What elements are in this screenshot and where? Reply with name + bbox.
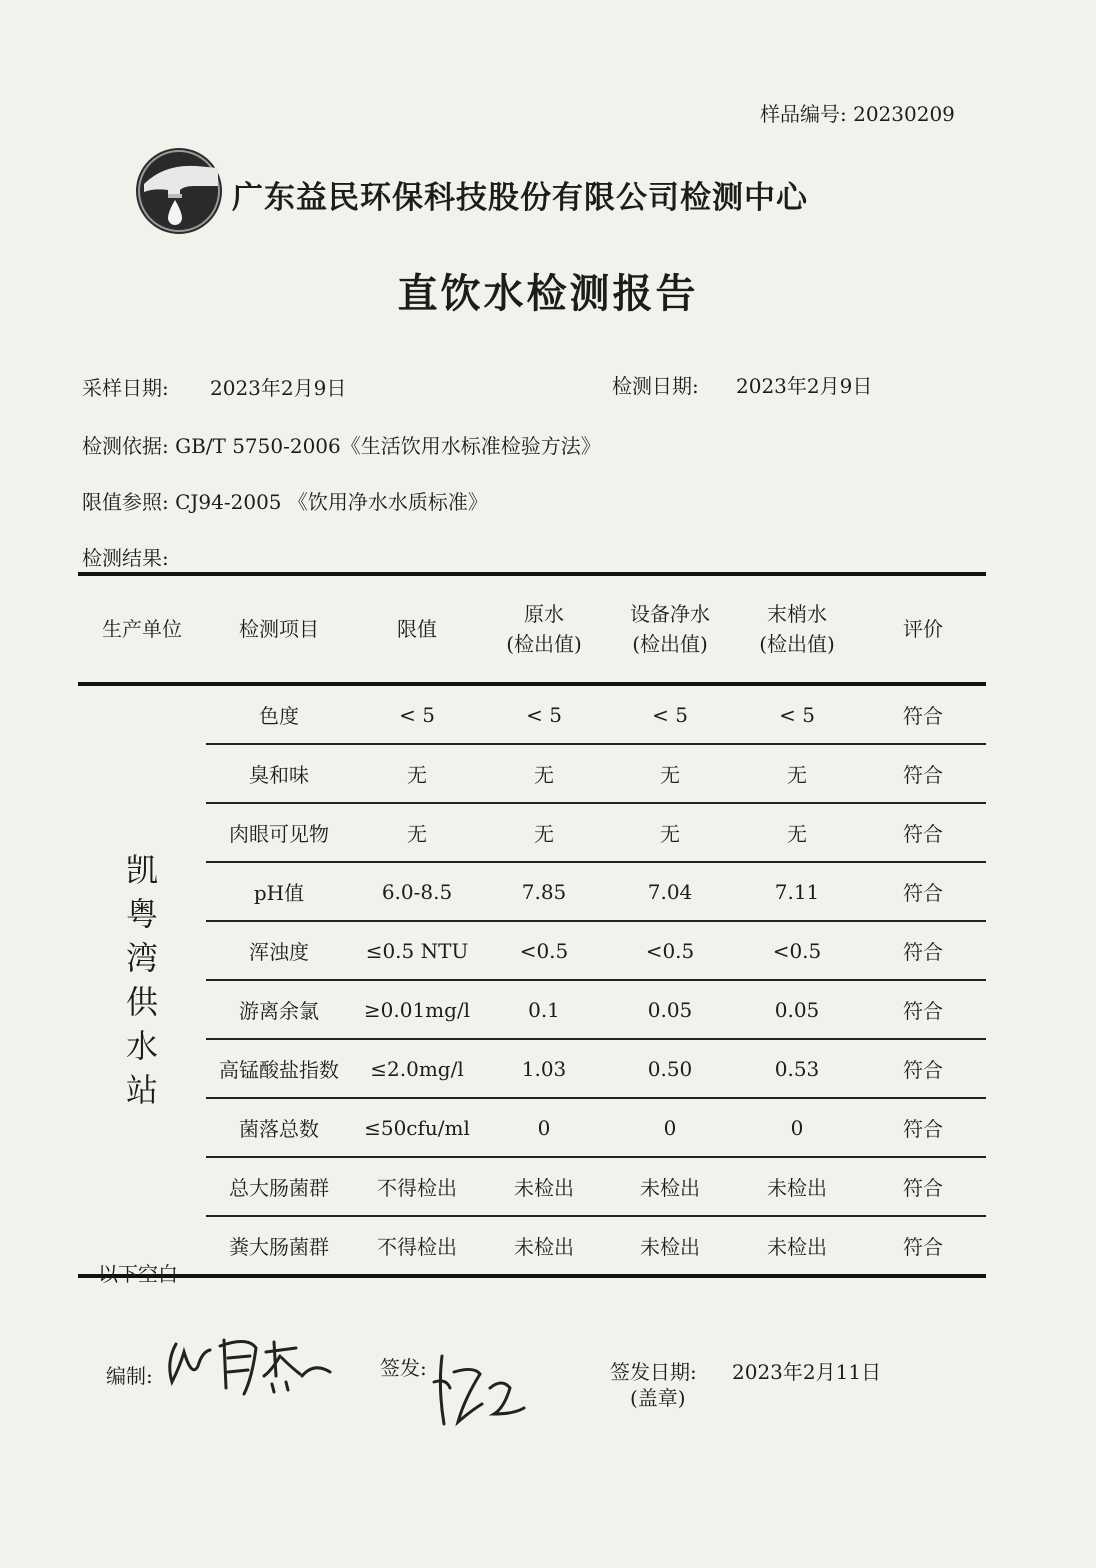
- device-cell: 0: [606, 1098, 734, 1157]
- company-name: 广东益民环保科技股份有限公司检测中心: [232, 180, 808, 216]
- raw-cell: <0.5: [482, 921, 606, 980]
- device-cell: 无: [606, 803, 734, 862]
- table-row: [78, 980, 986, 1039]
- eval-cell: 符合: [860, 980, 986, 1039]
- header-end: [734, 574, 860, 684]
- item-cell: pH值: [206, 862, 352, 921]
- eval-cell: 符合: [860, 862, 986, 921]
- water-faucet-drop-logo-icon: [134, 146, 224, 236]
- eval-cell: 符合: [860, 803, 986, 862]
- limit-reference: 限值参照: CJ94-2005 《饮用净水水质标准》: [82, 490, 488, 514]
- results-table: [78, 572, 986, 1278]
- eval-cell: 符合: [860, 1098, 986, 1157]
- end-cell: < 5: [734, 684, 860, 744]
- raw-cell: 无: [482, 803, 606, 862]
- testing-basis: 检测依据: GB/T 5750-2006《生活饮用水标准检验方法》: [82, 434, 601, 458]
- sampling-date-label: 采样日期:: [82, 376, 169, 400]
- end-cell: 7.11: [734, 862, 860, 921]
- table-row: [78, 684, 986, 744]
- raw-cell: 0.1: [482, 980, 606, 1039]
- limit-cell: ≤50cfu/ml: [352, 1098, 482, 1157]
- table-row: [78, 1098, 986, 1157]
- end-cell: 无: [734, 803, 860, 862]
- issue-date-value: 2023年2月11日: [732, 1360, 882, 1384]
- sample-number: 样品编号: 20230209: [760, 102, 955, 126]
- header-raw-line2: (检出值): [506, 632, 582, 656]
- device-cell: 未检出: [606, 1157, 734, 1216]
- limit-cell: 6.0-8.5: [352, 862, 482, 921]
- unit-char: 供: [125, 983, 158, 1021]
- device-cell: 7.04: [606, 862, 734, 921]
- end-cell: 未检出: [734, 1157, 860, 1216]
- eval-cell: 符合: [860, 684, 986, 744]
- compiled-by-label: 编制:: [106, 1364, 153, 1388]
- unit-char: 凯: [125, 851, 158, 889]
- item-cell: 游离余氯: [206, 980, 352, 1039]
- header-device-line2: (检出值): [632, 632, 708, 656]
- limit-cell: 无: [352, 744, 482, 803]
- limit-cell: ≤0.5 NTU: [352, 921, 482, 980]
- sampling-date-value: 2023年2月9日: [210, 376, 347, 400]
- table-row: [78, 744, 986, 803]
- header-device: [606, 574, 734, 684]
- raw-cell: 未检出: [482, 1157, 606, 1216]
- device-cell: 无: [606, 744, 734, 803]
- device-cell: 0.50: [606, 1039, 734, 1098]
- table-row: [78, 1216, 986, 1276]
- table-row: [78, 803, 986, 862]
- header-raw-line1: 原水: [524, 602, 564, 626]
- report-title: 直饮水检测报告: [397, 271, 699, 317]
- item-cell: 高锰酸盐指数: [206, 1039, 352, 1098]
- testing-date-label: 检测日期:: [612, 374, 699, 398]
- raw-cell: 7.85: [482, 862, 606, 921]
- item-cell: 总大肠菌群: [206, 1157, 352, 1216]
- eval-cell: 符合: [903, 1235, 943, 1259]
- limit-cell: ≥0.01mg/l: [352, 980, 482, 1039]
- compiler-signature: [162, 1322, 342, 1402]
- header-end-line1: 末梢水: [767, 602, 827, 626]
- unit-char: 站: [125, 1071, 158, 1109]
- item-cell: 臭和味: [206, 744, 352, 803]
- device-cell: < 5: [606, 684, 734, 744]
- limit-cell: ≤2.0mg/l: [352, 1039, 482, 1098]
- item-cell: 浑浊度: [206, 921, 352, 980]
- item-cell: 粪大肠菌群: [229, 1235, 329, 1259]
- header-device-line1: 设备净水: [630, 602, 710, 626]
- issued-by-label: 签发:: [380, 1356, 427, 1380]
- device-cell: 未检出: [640, 1235, 700, 1259]
- header-limit: 限值: [352, 574, 482, 684]
- issuer-signature: [424, 1348, 534, 1432]
- end-cell: 0.53: [734, 1039, 860, 1098]
- limit-cell: 不得检出: [352, 1157, 482, 1216]
- eval-cell: 符合: [860, 1157, 986, 1216]
- table-row: [78, 1039, 986, 1098]
- device-cell: 0.05: [606, 980, 734, 1039]
- unit-char: 水: [125, 1027, 158, 1065]
- header-end-line2: (检出值): [759, 632, 835, 656]
- limit-cell: 无: [352, 803, 482, 862]
- table-row: [78, 1157, 986, 1216]
- raw-cell: 0: [482, 1098, 606, 1157]
- results-label: 检测结果:: [82, 546, 169, 570]
- limit-cell: < 5: [352, 684, 482, 744]
- end-cell: <0.5: [734, 921, 860, 980]
- table-header-row: [78, 574, 986, 684]
- end-cell: 0: [734, 1098, 860, 1157]
- seal-note: (盖章): [630, 1386, 686, 1410]
- header-eval: 评价: [860, 574, 986, 684]
- table-row: [78, 862, 986, 921]
- testing-date-value: 2023年2月9日: [736, 374, 873, 398]
- blank-below-note: 以下空白: [98, 1262, 178, 1286]
- item-cell: 色度: [206, 684, 352, 744]
- limit-cell: 不得检出: [377, 1235, 457, 1259]
- header-unit: 生产单位: [78, 574, 206, 684]
- raw-cell: 1.03: [482, 1039, 606, 1098]
- unit-char: 湾: [125, 939, 158, 977]
- raw-cell: 未检出: [514, 1235, 574, 1259]
- issue-date-label: 签发日期:: [610, 1360, 697, 1384]
- end-cell: 未检出: [767, 1235, 827, 1259]
- end-cell: 0.05: [734, 980, 860, 1039]
- header-raw: [482, 574, 606, 684]
- end-cell: 无: [734, 744, 860, 803]
- item-cell: 菌落总数: [206, 1098, 352, 1157]
- eval-cell: 符合: [860, 1039, 986, 1098]
- device-cell: <0.5: [606, 921, 734, 980]
- raw-cell: < 5: [482, 684, 606, 744]
- unit-char: 粤: [125, 895, 158, 933]
- header-item: 检测项目: [206, 574, 352, 684]
- item-cell: 肉眼可见物: [206, 803, 352, 862]
- raw-cell: 无: [482, 744, 606, 803]
- eval-cell: 符合: [860, 921, 986, 980]
- table-row: [78, 921, 986, 980]
- production-unit-cell: [78, 684, 206, 1276]
- eval-cell: 符合: [860, 744, 986, 803]
